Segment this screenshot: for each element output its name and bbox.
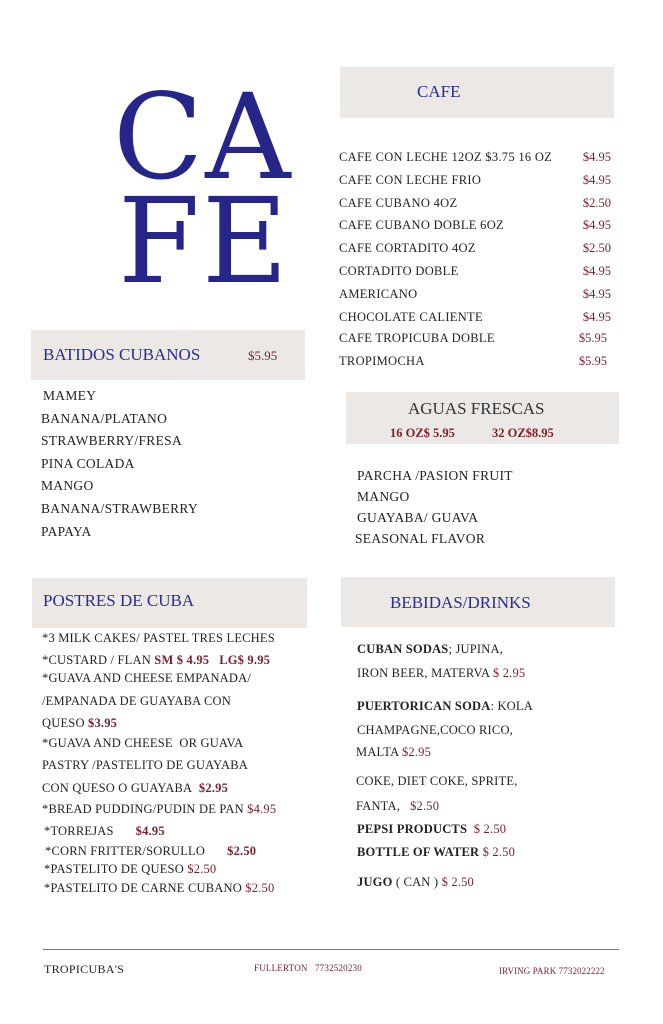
- item-price: $4.95: [582, 218, 611, 232]
- list-item: [339, 331, 611, 351]
- list-item: [339, 218, 611, 238]
- item-price: $2.50: [582, 196, 611, 210]
- item-price: $5.95: [578, 354, 607, 368]
- list-item: [356, 745, 431, 760]
- list-item: [44, 881, 274, 896]
- bebidas-header-box: [341, 577, 615, 627]
- list-item: MANGO: [41, 478, 94, 494]
- list-item: PINA COLADA: [41, 455, 135, 471]
- cafe-header-box: [340, 67, 614, 118]
- list-item: [42, 802, 276, 817]
- footer-location-fullerton: FULLERTON 7732520230: [254, 963, 362, 973]
- item-name: CAFE TROPICUBA DOBLE: [339, 331, 495, 345]
- item-price: $4.95: [582, 287, 611, 301]
- list-item: MAMEY: [43, 388, 97, 403]
- item-price: $2.95: [198, 781, 229, 795]
- footer-location-irving-park: IRVING PARK 7732022222: [499, 966, 605, 976]
- item-price: $3.95: [88, 716, 118, 730]
- item-name: PEPSI PRODUCTS: [357, 822, 468, 836]
- bebidas-header: BEBIDAS/DRINKS: [390, 593, 531, 612]
- item-name: CUBAN SODAS: [357, 642, 449, 656]
- item-price: $ 2.50: [441, 875, 475, 889]
- item-name: *CORN FRITTER/SORULLO: [45, 844, 206, 858]
- item-price: $4.95: [135, 824, 165, 838]
- footer-brand: TROPICUBA'S: [44, 962, 125, 976]
- list-item: [339, 150, 611, 170]
- item-name: CORTADITO DOBLE: [339, 264, 459, 278]
- list-item: [42, 781, 228, 796]
- list-item: SEASONAL FLAVOR: [355, 531, 486, 546]
- item-price: $2.95: [401, 745, 432, 759]
- list-item: [42, 631, 275, 646]
- item-name: QUESO: [42, 716, 85, 730]
- item-name: *3 MILK CAKES/ PASTEL TRES LECHES: [42, 631, 275, 645]
- item-detail: CHAMPAGNE,COCO RICO,: [357, 723, 513, 737]
- title-letters-top: CA: [113, 68, 293, 206]
- list-item: GUAYABA/ GUAVA: [357, 510, 479, 525]
- batidos-header-box: [31, 330, 305, 380]
- item-price: $4.95: [582, 150, 611, 164]
- footer-divider: [43, 949, 619, 950]
- list-item: [45, 844, 256, 859]
- item-name: AMERICANO: [339, 287, 418, 301]
- list-item: [42, 736, 243, 751]
- aguas-list: [357, 465, 513, 549]
- item-price: $4.95: [582, 173, 611, 187]
- item-price: $ 2.50: [473, 822, 507, 836]
- item-detail: ; JUPINA,: [448, 642, 504, 656]
- list-item: [356, 799, 439, 814]
- item-name: *PASTELITO DE QUESO: [44, 862, 184, 876]
- list-item: [339, 287, 611, 307]
- list-item: [42, 671, 251, 686]
- item-price: $2.50: [245, 881, 275, 895]
- list-item: [357, 666, 525, 681]
- item-name: TROPIMOCHA: [339, 354, 425, 368]
- list-item: [357, 875, 474, 890]
- list-item: [339, 241, 611, 261]
- item-detail: COKE, DIET COKE, SPRITE,: [356, 774, 518, 788]
- list-item: BANANA/STRAWBERRY: [41, 500, 199, 516]
- list-item: [356, 774, 518, 789]
- list-item: STRAWBERRY/FRESA: [41, 433, 182, 449]
- aguas-header: AGUAS FRESCAS: [408, 399, 545, 418]
- list-item: BANANA/PLATANO: [41, 410, 168, 426]
- list-item: [339, 310, 611, 330]
- item-name: *GUAVA AND CHEESE EMPANADA/: [42, 671, 252, 685]
- item-price: $4.95: [582, 264, 611, 278]
- list-item: [339, 354, 611, 374]
- batidos-header: BATIDOS CUBANOS: [43, 345, 201, 364]
- item-price: $2.50: [227, 844, 257, 858]
- list-item: [339, 196, 611, 216]
- item-detail: : KOLA: [490, 699, 533, 713]
- item-name: CHOCOLATE CALIENTE: [339, 310, 483, 324]
- item-name: *PASTELITO DE CARNE CUBANO: [44, 881, 242, 895]
- item-name: /EMPANADA DE GUAYABA CON: [42, 694, 231, 708]
- list-item: [357, 699, 533, 714]
- list-item: [357, 723, 513, 738]
- batidos-list: [41, 385, 198, 543]
- list-item: [357, 642, 503, 657]
- list-item: [42, 694, 231, 709]
- list-item: [42, 716, 117, 731]
- item-name: CAFE CON LECHE FRIO: [339, 173, 482, 187]
- batidos-price: $5.95: [248, 348, 278, 363]
- item-price: $2.50: [582, 241, 611, 255]
- cafe-header: CAFE: [417, 82, 461, 101]
- item-detail: MALTA: [356, 745, 399, 759]
- item-name: *CUSTARD / FLAN: [42, 653, 151, 667]
- postres-header-box: [32, 578, 307, 628]
- item-price: $4.95: [247, 802, 277, 816]
- title-letters-bottom: FE: [118, 172, 291, 310]
- item-price: $2.50: [410, 799, 440, 813]
- item-detail: IRON BEER, MATERVA: [357, 666, 490, 680]
- list-item: [42, 653, 270, 668]
- item-price: $ 2.95: [492, 666, 526, 680]
- item-name: CON QUESO O GUAYABA: [42, 781, 193, 795]
- item-name: CAFE CUBANO 4OZ: [339, 196, 458, 210]
- list-item: PARCHA /PASION FRUIT: [357, 468, 513, 483]
- item-detail: FANTA,: [356, 799, 401, 813]
- list-item: [357, 845, 515, 860]
- list-item: MANGO: [357, 489, 410, 504]
- item-name: PUERTORICAN SODA: [357, 699, 491, 713]
- aguas-price-small: 16 OZ$ 5.95: [390, 426, 455, 440]
- item-price: $4.95: [582, 310, 611, 324]
- list-item: [339, 264, 611, 284]
- item-name: JUGO: [357, 875, 393, 889]
- list-item: [44, 824, 165, 839]
- list-item: [44, 862, 216, 877]
- item-name: BOTTLE OF WATER: [357, 845, 480, 859]
- item-name: *GUAVA AND CHEESE OR GUAVA: [42, 736, 244, 750]
- item-name: *BREAD PUDDING/PUDIN DE PAN: [42, 802, 244, 816]
- aguas-price-large: 32 OZ$8.95: [492, 426, 554, 440]
- list-item: [42, 758, 248, 773]
- item-name: PASTRY /PASTELITO DE GUAYABA: [42, 758, 248, 772]
- item-name: CAFE CUBANO DOBLE 6OZ: [339, 218, 504, 232]
- item-name: CAFE CORTADITO 4OZ: [339, 241, 476, 255]
- item-name: *TORREJAS: [44, 824, 114, 838]
- list-item: [357, 822, 506, 837]
- item-detail: ( CAN ): [392, 875, 439, 889]
- list-item: PAPAYA: [41, 523, 92, 539]
- item-price: $5.95: [578, 331, 607, 345]
- item-price: $ 2.50: [482, 845, 516, 859]
- item-price: $2.50: [187, 862, 217, 876]
- aguas-header-box: [346, 392, 619, 444]
- list-item: [339, 173, 611, 193]
- item-price: SM $ 4.95 LG$ 9.95: [154, 653, 271, 667]
- postres-header: POSTRES DE CUBA: [43, 591, 195, 610]
- item-name: CAFE CON LECHE 12OZ $3.75 16 OZ: [339, 150, 553, 164]
